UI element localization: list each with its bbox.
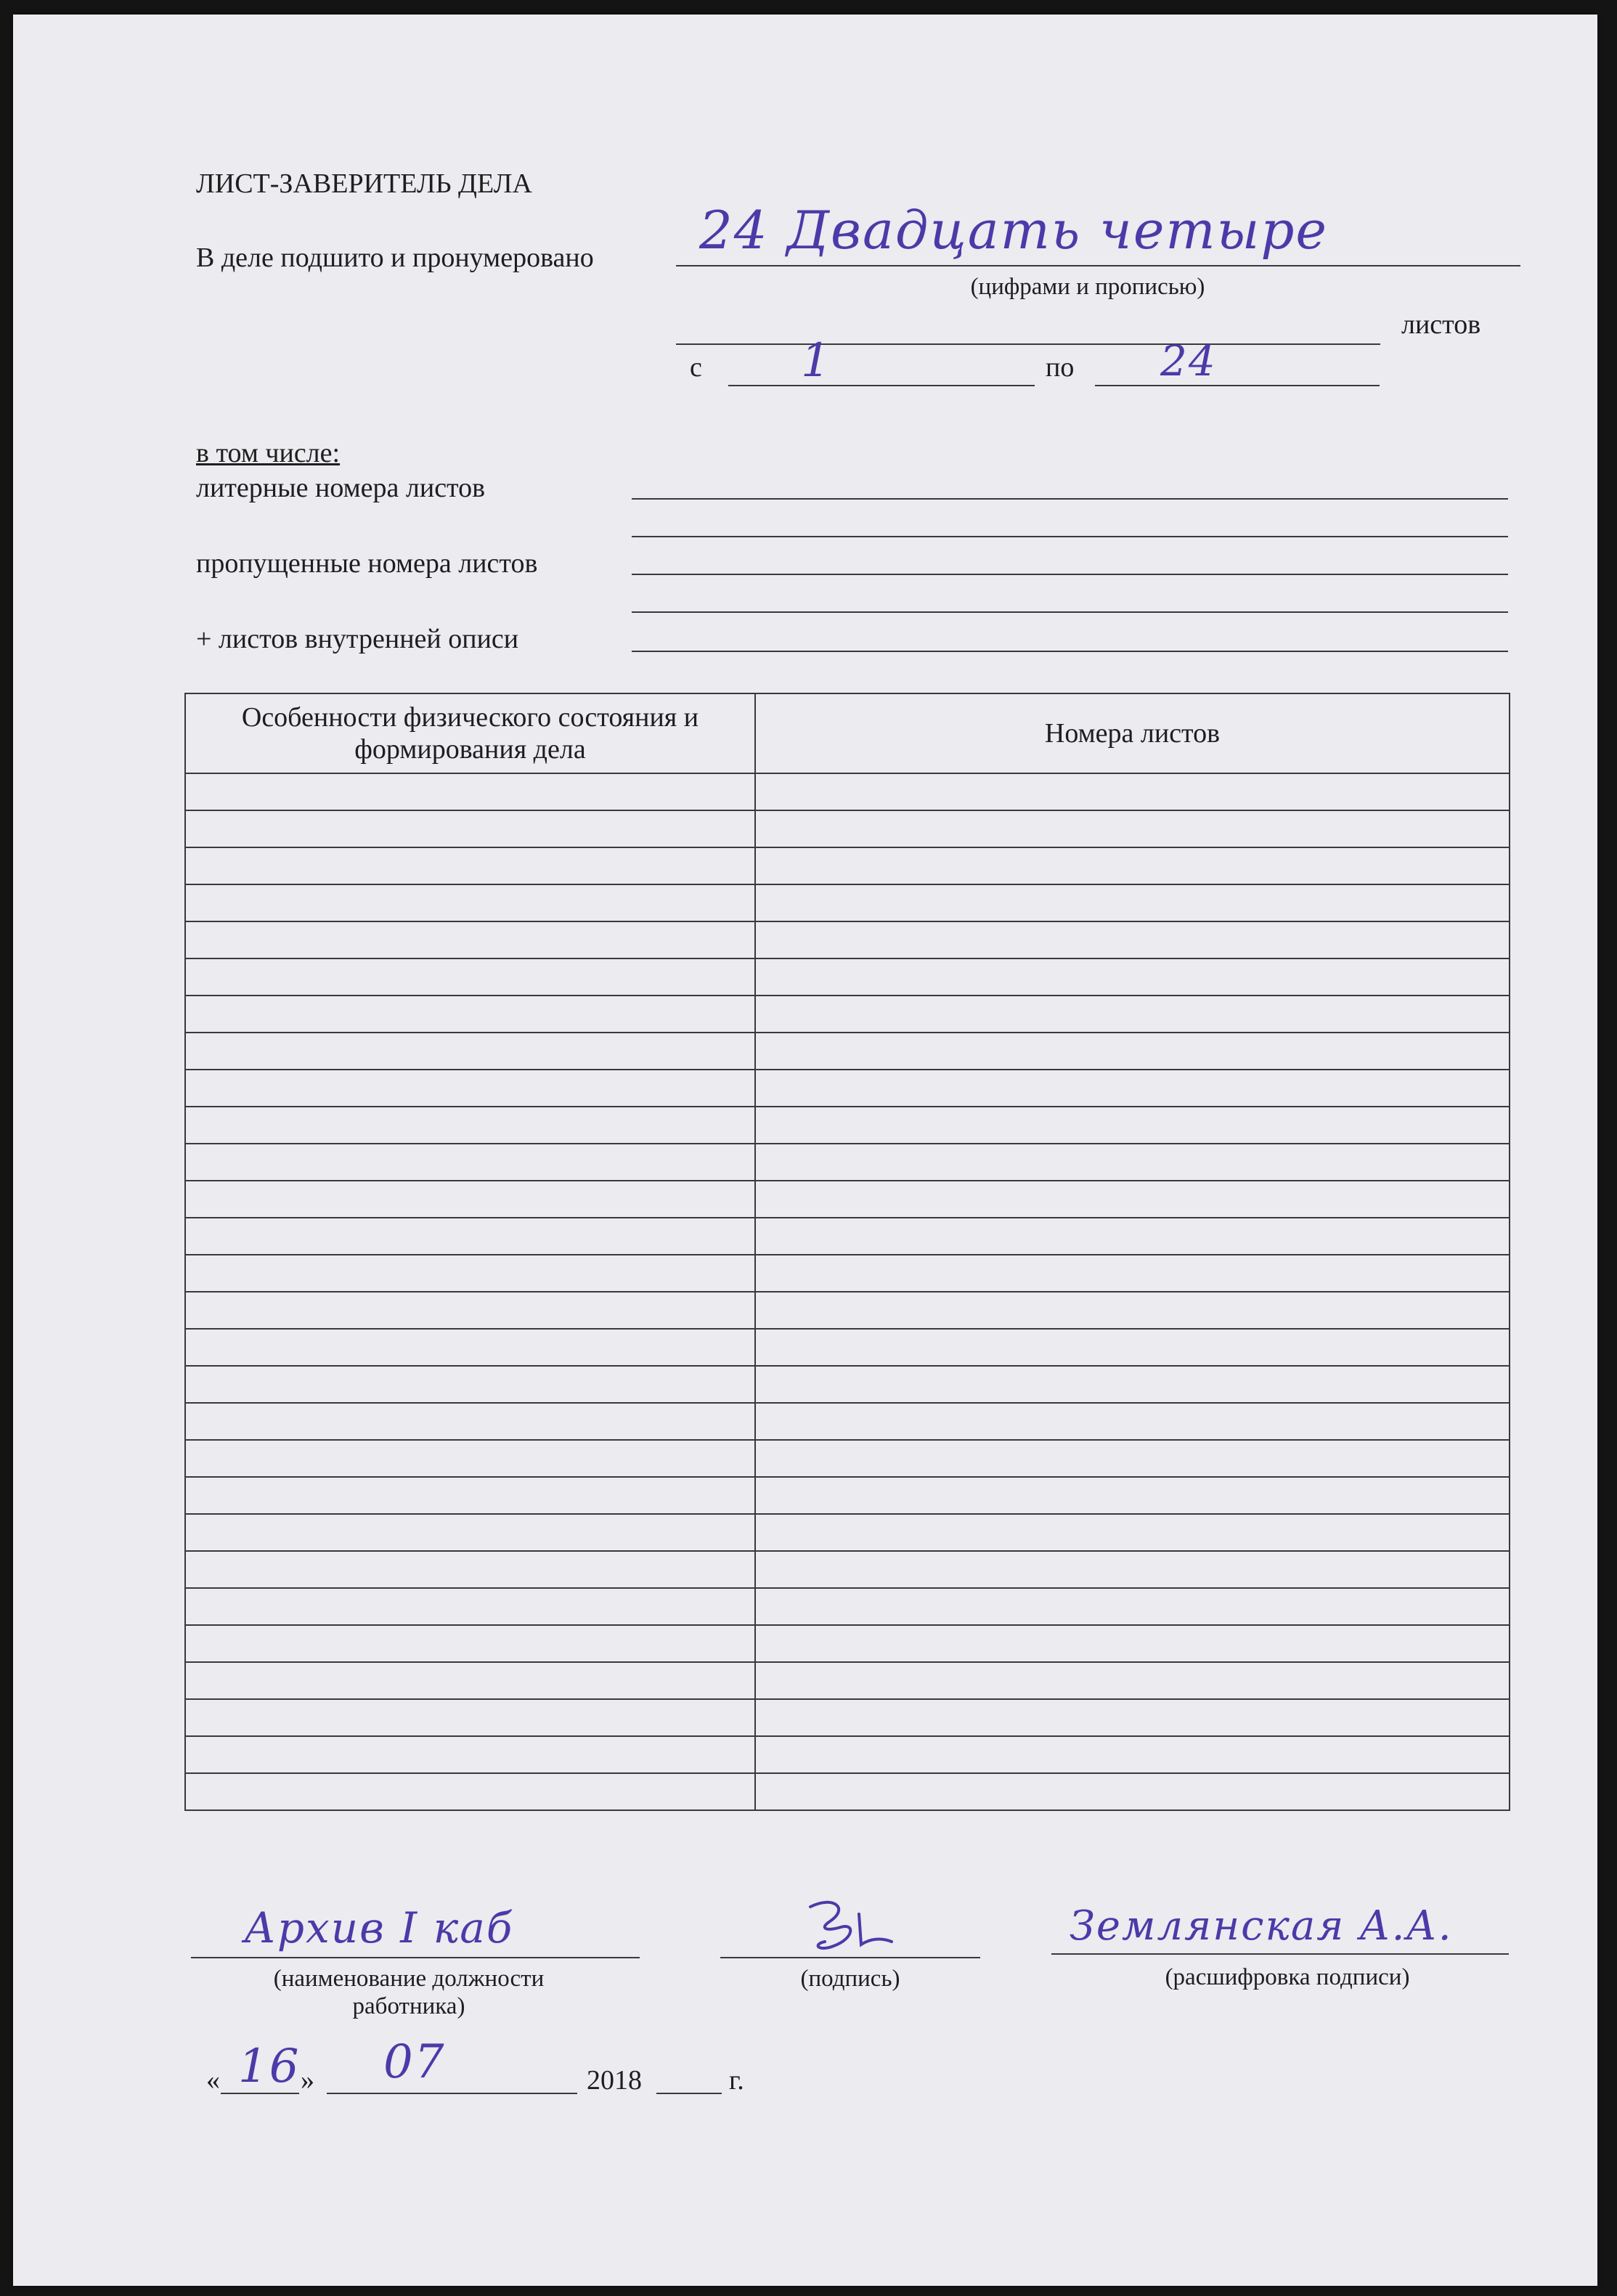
table-row — [185, 773, 1510, 810]
condition-cell[interactable] — [185, 1070, 755, 1107]
sheet-numbers-cell[interactable] — [755, 1218, 1510, 1255]
table-row — [185, 1551, 1510, 1588]
condition-cell[interactable] — [185, 847, 755, 884]
sheet-numbers-cell[interactable] — [755, 1662, 1510, 1699]
blank-line-2 — [632, 611, 1508, 613]
condition-cell[interactable] — [185, 884, 755, 921]
to-line — [1095, 385, 1380, 386]
sheet-numbers-cell[interactable] — [755, 996, 1510, 1033]
from-line — [728, 385, 1035, 386]
condition-cell[interactable] — [185, 1699, 755, 1736]
table-row — [185, 1070, 1510, 1107]
condition-cell[interactable] — [185, 1625, 755, 1662]
sheet-numbers-cell[interactable] — [755, 1514, 1510, 1551]
table-row — [185, 1514, 1510, 1551]
condition-cell[interactable] — [185, 958, 755, 996]
sheet-numbers-cell[interactable] — [755, 1551, 1510, 1588]
to-label: по — [1046, 352, 1075, 383]
position-handwritten[interactable]: Архив I каб — [244, 1903, 514, 1953]
condition-table — [184, 693, 1510, 1811]
condition-cell[interactable] — [185, 1477, 755, 1514]
sheet-numbers-cell[interactable] — [755, 1329, 1510, 1366]
table-row — [185, 1255, 1510, 1292]
signature-scribble — [790, 1894, 906, 1959]
sewn-label: В деле подшито и пронумеровано — [196, 243, 594, 273]
table-header-row — [185, 693, 1510, 773]
condition-cell[interactable] — [185, 1366, 755, 1403]
table-row — [185, 958, 1510, 996]
letter-numbers-label: литерные номера листов — [196, 473, 486, 503]
condition-cell[interactable] — [185, 1551, 755, 1588]
table-row — [185, 1736, 1510, 1773]
table-row — [185, 1588, 1510, 1625]
table-row — [185, 1773, 1510, 1810]
position-caption-2: работника) — [352, 1993, 465, 2019]
condition-cell[interactable] — [185, 773, 755, 810]
table-row — [185, 1477, 1510, 1514]
sheet-numbers-cell[interactable] — [755, 1736, 1510, 1773]
sheet-numbers-cell[interactable] — [755, 1366, 1510, 1403]
col-sheet-numbers-header: Номера листов — [755, 693, 1510, 773]
sheet-numbers-cell[interactable] — [755, 1773, 1510, 1810]
sheet-numbers-cell[interactable] — [755, 1699, 1510, 1736]
condition-cell[interactable] — [185, 996, 755, 1033]
condition-cell[interactable] — [185, 1662, 755, 1699]
sheet-numbers-cell[interactable] — [755, 1144, 1510, 1181]
letter-numbers-line — [632, 498, 1508, 500]
sheet-numbers-cell[interactable] — [755, 884, 1510, 921]
sheets-word: листов — [1401, 309, 1481, 340]
condition-cell[interactable] — [185, 1736, 755, 1773]
table-row — [185, 1329, 1510, 1366]
sheet-numbers-cell[interactable] — [755, 847, 1510, 884]
table-row — [185, 1403, 1510, 1440]
decode-handwritten[interactable]: Землянская А.А. — [1070, 1902, 1453, 1950]
table-row — [185, 810, 1510, 847]
signature-caption: (подпись) — [800, 1966, 900, 1992]
table-row — [185, 1366, 1510, 1403]
condition-cell[interactable] — [185, 1514, 755, 1551]
condition-cell[interactable] — [185, 1255, 755, 1292]
day-handwritten[interactable]: 16 — [238, 2040, 301, 2093]
condition-cell[interactable] — [185, 810, 755, 847]
year-text: 2018 — [587, 2065, 642, 2096]
condition-cell[interactable] — [185, 1033, 755, 1070]
table-row — [185, 1107, 1510, 1144]
sheet-numbers-cell[interactable] — [755, 810, 1510, 847]
sheet-numbers-cell[interactable] — [755, 1403, 1510, 1440]
date-open-quote: « — [206, 2065, 220, 2096]
digits-words-caption: (цифрами и прописью) — [970, 274, 1205, 300]
skipped-numbers-label: пропущенные номера листов — [196, 548, 538, 579]
position-line — [191, 1957, 640, 1958]
table-row — [185, 921, 1510, 958]
including-label: в том числе: — [196, 438, 341, 468]
sheet-numbers-cell[interactable] — [755, 1070, 1510, 1107]
sheet-numbers-cell[interactable] — [755, 1107, 1510, 1144]
sheet-numbers-cell[interactable] — [755, 1625, 1510, 1662]
inner-inventory-label: + листов внутренней описи — [196, 624, 519, 654]
form-title: ЛИСТ-ЗАВЕРИТЕЛЬ ДЕЛА — [196, 168, 532, 199]
sheet-numbers-cell[interactable] — [755, 1292, 1510, 1329]
to-handwritten[interactable]: 24 — [1160, 336, 1217, 386]
table-row — [185, 1144, 1510, 1181]
condition-cell[interactable] — [185, 1292, 755, 1329]
sewn-line — [676, 265, 1520, 266]
from-handwritten[interactable]: 1 — [801, 334, 832, 388]
condition-cell[interactable] — [185, 1144, 755, 1181]
table-row — [185, 1440, 1510, 1477]
sheet-numbers-cell[interactable] — [755, 1588, 1510, 1625]
year-line — [656, 2093, 722, 2094]
table-row — [185, 884, 1510, 921]
table-row — [185, 1181, 1510, 1218]
sheet-numbers-cell[interactable] — [755, 1033, 1510, 1070]
inner-inventory-line — [632, 651, 1508, 652]
condition-cell[interactable] — [185, 1107, 755, 1144]
from-label: с — [690, 352, 702, 383]
skipped-numbers-line — [632, 574, 1508, 575]
condition-cell[interactable] — [185, 921, 755, 958]
sheet-numbers-cell[interactable] — [755, 1255, 1510, 1292]
sheet-numbers-cell[interactable] — [755, 773, 1510, 810]
table-row — [185, 1662, 1510, 1699]
table-row — [185, 996, 1510, 1033]
condition-cell[interactable] — [185, 1181, 755, 1218]
decode-caption: (расшифровка подписи) — [1165, 1964, 1410, 1990]
table-row — [185, 1033, 1510, 1070]
form-sheet — [13, 15, 1597, 2286]
col-condition-header: Особенности физического состояния и формирования дела — [185, 693, 755, 773]
table-row — [185, 1292, 1510, 1329]
sewn-handwritten[interactable]: 24 Двадцать четыре — [699, 200, 1329, 261]
sheet-numbers-cell[interactable] — [755, 921, 1510, 958]
date-close-quote: » — [301, 2065, 314, 2096]
month-line — [327, 2093, 577, 2094]
month-handwritten[interactable]: 07 — [383, 2035, 446, 2089]
position-caption-1: (наименование должности — [273, 1966, 545, 1992]
sheet-numbers-cell[interactable] — [755, 1440, 1510, 1477]
condition-cell[interactable] — [185, 1218, 755, 1255]
year-suffix: г. — [729, 2065, 744, 2096]
condition-cell[interactable] — [185, 1588, 755, 1625]
table-row — [185, 1625, 1510, 1662]
table-row — [185, 847, 1510, 884]
table-row — [185, 1218, 1510, 1255]
sheets-line — [676, 343, 1380, 345]
condition-cell[interactable] — [185, 1773, 755, 1810]
table-row — [185, 1699, 1510, 1736]
sheet-numbers-cell[interactable] — [755, 1181, 1510, 1218]
condition-cell[interactable] — [185, 1440, 755, 1477]
condition-cell[interactable] — [185, 1329, 755, 1366]
sheet-numbers-cell[interactable] — [755, 1477, 1510, 1514]
condition-cell[interactable] — [185, 1403, 755, 1440]
sheet-numbers-cell[interactable] — [755, 958, 1510, 996]
blank-line-1 — [632, 536, 1508, 537]
